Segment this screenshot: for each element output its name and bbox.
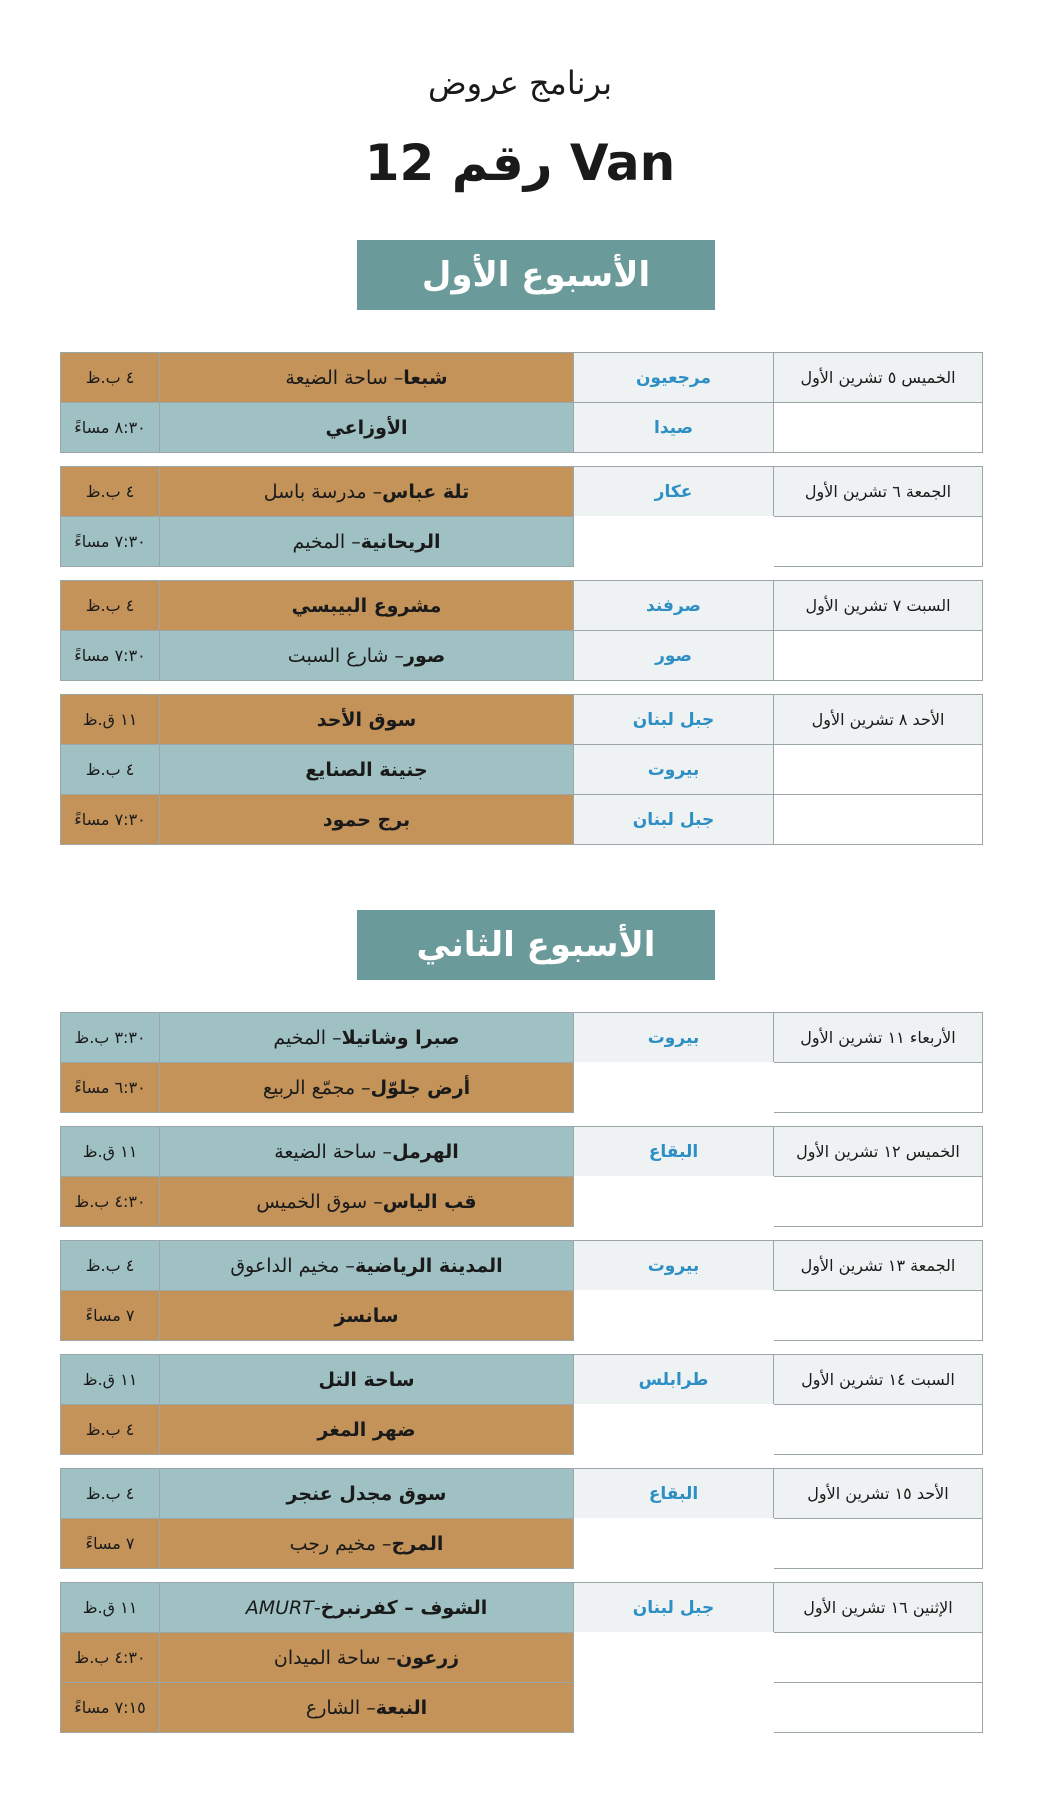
region-cell [573,1062,774,1113]
venue-name: ساحة التل [318,1368,415,1391]
venue-name: الأوزاعي [325,416,408,439]
group-gap [57,681,983,695]
time-cell: ١١ ق.ظ [60,694,160,745]
region-cell: جبل لبنان [573,1582,774,1633]
venue-name: صور [404,644,446,667]
week-1-banner: الأسبوع الأول [357,240,715,310]
date-cell: السبت ٧ تشرين الأول [773,580,983,631]
group-gap [57,1113,983,1127]
venue-name: النبعة [375,1696,428,1719]
venue-name: المرج [391,1532,444,1555]
venue-cell [159,1354,574,1405]
venue-cell [159,1012,574,1063]
date-cell: الأحد ١٥ تشرين الأول [773,1468,983,1519]
venue-cell [159,744,574,795]
schedule-row [57,695,983,745]
venue-name: سانسز [334,1304,399,1327]
schedule-row [57,581,983,631]
venue-org: AMURT [245,1596,314,1619]
venue-cell [159,1632,574,1683]
region-cell [573,516,774,567]
time-cell: ٧:٣٠ مساءً [60,516,160,567]
venue-name: زرعون [396,1646,460,1669]
date-cell-empty [773,1518,983,1569]
region-cell: مرجعيون [573,352,774,403]
venue-cell [159,516,574,567]
region-cell: بيروت [573,744,774,795]
group-gap [57,1569,983,1583]
region-cell: صيدا [573,402,774,453]
schedule-row [57,403,983,453]
venue-name: جنينة الصنايع [305,758,428,781]
time-cell: ١١ ق.ظ [60,1126,160,1177]
schedule-row [57,1519,983,1569]
page-title: Van رقم 12 [364,134,676,192]
venue-cell [159,1682,574,1733]
date-cell-empty [773,1632,983,1683]
venue-location: – المخيم [273,1026,342,1049]
time-cell: ٤ ب.ظ [60,580,160,631]
day-group [57,353,983,453]
day-group [57,467,983,567]
venue-location: – سوق الخميس [256,1190,383,1213]
venue-name: قب الياس [382,1190,477,1213]
venue-location: – ساحة الضيعة [285,366,404,389]
venue-name: برج حمود [322,808,411,831]
venue-location: – ساحة الضيعة [274,1140,393,1163]
schedule-row [57,1683,983,1733]
venue-location: – شارع السبت [287,644,404,667]
venue-name: مشروع البيبسي [291,594,442,617]
venue-cell [159,402,574,453]
venue-location: – المخيم [292,530,361,553]
time-cell: ٧:٣٠ مساءً [60,630,160,681]
date-cell-empty [773,402,983,453]
venue-cell [159,580,574,631]
date-cell: الخميس ٥ تشرين الأول [773,352,983,403]
date-cell: الجمعة ١٣ تشرين الأول [773,1240,983,1291]
time-cell: ٧:١٥ مساءً [60,1682,160,1733]
region-cell [573,1290,774,1341]
region-cell: طرابلس [573,1354,774,1405]
region-cell [573,1682,774,1733]
region-cell: البقاع [573,1126,774,1177]
venue-cell [159,1290,574,1341]
schedule-row [57,517,983,567]
date-cell: الخميس ١٢ تشرين الأول [773,1126,983,1177]
group-gap [57,1227,983,1241]
region-cell: جبل لبنان [573,794,774,845]
time-cell: ٧:٣٠ مساءً [60,794,160,845]
venue-name: تلة عباس [382,480,470,503]
schedule-row [57,1583,983,1633]
venue-cell [159,694,574,745]
region-cell: بيروت [573,1012,774,1063]
venue-name: ضهر المغر [317,1418,416,1441]
day-group [57,1013,983,1113]
day-group [57,581,983,681]
venue-cell [159,466,574,517]
date-cell: الإثنين ١٦ تشرين الأول [773,1582,983,1633]
time-cell: ٤ ب.ظ [60,1468,160,1519]
venue-location: – ساحة الميدان [273,1646,397,1669]
day-group [57,1583,983,1733]
schedule-row [57,1063,983,1113]
time-cell: ٤:٣٠ ب.ظ [60,1176,160,1227]
venue-location: – مخيم الداعوق [230,1254,355,1277]
date-cell-empty [773,744,983,795]
venue-cell [159,1468,574,1519]
time-cell: ٧ مساءً [60,1290,160,1341]
day-group [57,1127,983,1227]
venue-location: – مجمّع الربيع [262,1076,371,1099]
venue-location: – مدرسة باسل [263,480,383,503]
time-cell: ٤:٣٠ ب.ظ [60,1632,160,1683]
schedule-row [57,1241,983,1291]
venue-location: - [313,1596,321,1619]
venue-name: الهرمل [392,1140,459,1163]
schedule-row [57,1291,983,1341]
date-cell: الأحد ٨ تشرين الأول [773,694,983,745]
time-cell: ٦:٣٠ مساءً [60,1062,160,1113]
region-cell: البقاع [573,1468,774,1519]
region-cell [573,1518,774,1569]
time-cell: ٤ ب.ظ [60,1240,160,1291]
region-cell [573,1632,774,1683]
time-cell: ٤ ب.ظ [60,744,160,795]
schedule-row [57,1633,983,1683]
group-gap [57,567,983,581]
venue-name: الشوف – كفرنبرخ [320,1596,488,1619]
schedule-row [57,1469,983,1519]
region-cell: جبل لبنان [573,694,774,745]
schedule-row [57,1013,983,1063]
time-cell: ١١ ق.ظ [60,1582,160,1633]
schedule-row [57,467,983,517]
schedule-row [57,1355,983,1405]
venue-name: الريحانية [360,530,441,553]
venue-cell [159,1404,574,1455]
date-cell-empty [773,1682,983,1733]
region-cell: صرفند [573,580,774,631]
region-cell [573,1176,774,1227]
schedule-row [57,745,983,795]
group-gap [57,453,983,467]
day-group [57,1469,983,1569]
schedule-row [57,631,983,681]
time-cell: ٤ ب.ظ [60,1404,160,1455]
schedule-row [57,1177,983,1227]
venue-cell [159,1582,574,1633]
venue-name: أرض جلوّل [370,1076,471,1099]
date-cell: الأربعاء ١١ تشرين الأول [773,1012,983,1063]
date-cell-empty [773,630,983,681]
date-cell-empty [773,1290,983,1341]
region-cell [573,1404,774,1455]
week-2-schedule [57,1013,983,1733]
day-group [57,695,983,845]
time-cell: ٤ ب.ظ [60,352,160,403]
venue-cell [159,1176,574,1227]
date-cell-empty [773,1062,983,1113]
date-cell-empty [773,1404,983,1455]
venue-name: سوق مجدل عنجر [286,1482,447,1505]
venue-cell [159,794,574,845]
venue-name: صبرا وشاتيلا [341,1026,460,1049]
day-group [57,1241,983,1341]
date-cell-empty [773,1176,983,1227]
schedule-row [57,795,983,845]
group-gap [57,1341,983,1355]
day-group [57,1355,983,1455]
venue-location: – مخيم رجب [289,1532,392,1555]
venue-cell [159,1518,574,1569]
time-cell: ٧ مساءً [60,1518,160,1569]
group-gap [57,1455,983,1469]
schedule-row [57,1127,983,1177]
venue-location: – الشارع [305,1696,376,1719]
date-cell: الجمعة ٦ تشرين الأول [773,466,983,517]
venue-cell [159,1062,574,1113]
region-cell: صور [573,630,774,681]
date-cell-empty [773,794,983,845]
schedule-row [57,353,983,403]
week-1-schedule [57,353,983,845]
schedule-row [57,1405,983,1455]
region-cell: عكار [573,466,774,517]
venue-cell [159,630,574,681]
date-cell: السبت ١٤ تشرين الأول [773,1354,983,1405]
region-cell: بيروت [573,1240,774,1291]
venue-cell [159,1126,574,1177]
venue-name: شبعا [403,366,448,389]
venue-cell [159,352,574,403]
week-2-banner: الأسبوع الثاني [357,910,715,980]
time-cell: ١١ ق.ظ [60,1354,160,1405]
venue-cell [159,1240,574,1291]
time-cell: ٤ ب.ظ [60,466,160,517]
venue-name: المدينة الرياضية [354,1254,503,1277]
page-subtitle: برنامج عروض [427,64,613,102]
venue-name: سوق الأحد [316,708,417,731]
time-cell: ٣:٣٠ ب.ظ [60,1012,160,1063]
time-cell: ٨:٣٠ مساءً [60,402,160,453]
date-cell-empty [773,516,983,567]
